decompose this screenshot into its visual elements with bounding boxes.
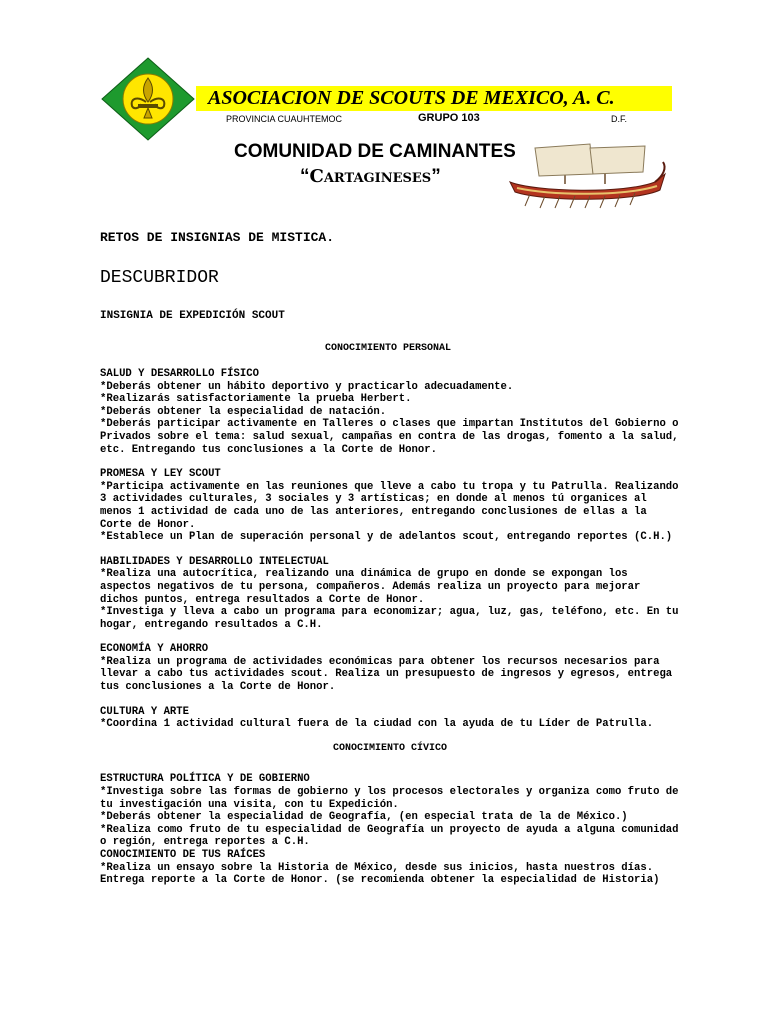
retos-heading: RETOS DE INSIGNIAS DE MISTICA.: [100, 230, 335, 245]
cartagineses-name: Cartagineses: [309, 166, 432, 187]
section-line: *Establece un Plan de superación personal y de adelantos scout, entregando reportes (C.H.): [100, 531, 673, 544]
section-line: *Realiza un ensayo sobre la Historia de México, desde sus inicios, hasta nuestros días. Entrega reporte a la Corte de Honor. (se recomienda obtener la especialidad de Historia): [100, 861, 660, 887]
section-title: CONOCIMIENTO DE TUS RAÍCES: [100, 849, 266, 861]
conocimiento-civico-heading: CONOCIMIENTO CÍVICO: [332, 742, 448, 754]
section-title: SALUD Y DESARROLLO FÍSICO: [100, 368, 259, 380]
galley-ship-icon: [505, 138, 670, 210]
descubridor-heading: DESCUBRIDOR: [100, 268, 219, 288]
section-title: HABILIDADES Y DESARROLLO INTELECTUAL: [100, 555, 329, 568]
section-title: ECONOMÍA Y AHORRO: [100, 643, 209, 656]
df-label: D.F.: [611, 114, 628, 124]
section-line: *Participa activamente en las reuniones que lleve a cabo tu tropa y tu Patrulla. Realizando 3 actividades culturales, 3 sociales y 3 artísticas; en donde al menos tú organices al menos 1 actividad de cada uno de las anteriores, entregando conclusiones de ellas a la Corte de Honor.: [100, 480, 685, 531]
quote-open: “: [300, 166, 310, 187]
section-line: *Realiza como fruto de tu especialidad de Geografía un proyecto de ayuda a alguna comunidad o región, entrega reportes a C.H.: [100, 823, 685, 849]
section-line: *Investiga sobre las formas de gobierno y los procesos electorales y organiza como fruto de tu investigación una visita, con tu Expedición.: [100, 786, 685, 811]
section-line: *Deberás obtener la especialidad de natación.: [100, 405, 387, 418]
section-habilidades: [100, 555, 685, 632]
grupo-label: GRUPO 103: [418, 112, 480, 124]
section-raices: [100, 849, 680, 887]
section-estructura: [100, 773, 685, 849]
section-line: *Realiza un programa de actividades económicas para obtener los recursos necesarios para llevar a cabo tus actividades scout. Realiza un presupuesto de ingresos y egresos, entrega tus conclusiones a la Corte de Honor.: [100, 655, 679, 694]
section-title: ESTRUCTURA POLÍTICA Y DE GOBIERNO: [100, 773, 310, 786]
association-title: ASOCIACION DE SCOUTS DE MEXICO, A. C.: [196, 86, 672, 111]
section-line: *Realizarás satisfactoriamente la prueba Herbert.: [100, 393, 412, 406]
section-title: CULTURA Y ARTE: [100, 705, 190, 718]
quote-close: ”: [431, 166, 441, 187]
section-line: *Realiza una autocrítica, realizando una dinámica de grupo en donde se expongan los aspectos negativos de tu persona, compañeros. Además realiza un proyecto para mejorar dichos puntos, entrega resultados a Corte de Honor.: [100, 568, 647, 606]
section-line: *Investiga y lleva a cabo un programa para economizar; agua, luz, gas, teléfono, etc. En tu hogar, entregando resultados a C.H.: [100, 606, 685, 631]
conocimiento-personal-heading: CONOCIMIENTO PERSONAL: [324, 343, 452, 354]
section-line: *Deberás obtener un hábito deportivo y practicarlo adecuadamente.: [100, 380, 514, 393]
section-promesa: [100, 468, 685, 544]
fleur-de-lis-icon: [100, 56, 196, 142]
comunidad-title: COMUNIDAD DE CAMINANTES: [234, 141, 516, 162]
section-line: *Deberás obtener la especialidad de Geografía, (en especial trata de la de México.): [100, 811, 628, 824]
section-cultura: [100, 706, 680, 731]
section-economia: [100, 643, 680, 693]
section-salud: [100, 368, 685, 456]
section-line: *Deberás participar activamente en Talleres o clases que impartan Institutos del Gobierno o Privados sobre el tema: salud sexual, campañas en contra de las drogas, fomento a la salud, etc. Entregando tus conclusiones a la Corte de Honor.: [100, 418, 685, 456]
insignia-heading: INSIGNIA DE EXPEDICIÓN SCOUT: [100, 310, 285, 322]
section-title: PROMESA Y LEY SCOUT: [100, 468, 221, 481]
provincia-label: PROVINCIA CUAUHTEMOC: [226, 114, 343, 124]
sections-body: [100, 368, 685, 899]
cartagineses-title: [300, 166, 441, 188]
section-line: *Coordina 1 actividad cultural fuera de la ciudad con la ayuda de tu Líder de Patrulla.: [100, 718, 654, 731]
